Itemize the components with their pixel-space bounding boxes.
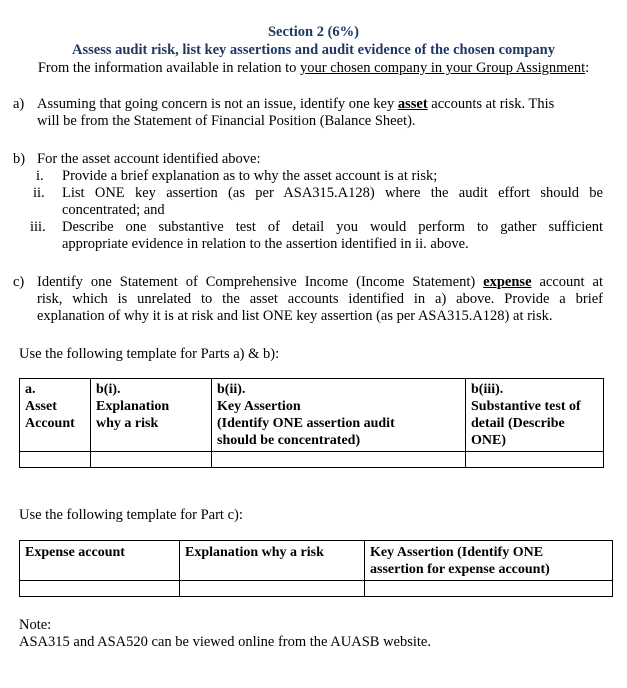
- part-b-item-num: iii.: [30, 219, 46, 235]
- template-c-table: [19, 540, 613, 597]
- table-cell[interactable]: [180, 581, 365, 597]
- table-cell[interactable]: [20, 452, 91, 468]
- section-subtitle: Assess audit risk, list key assertions and audit evidence of the chosen company: [72, 42, 555, 58]
- page-bottom-edge: [0, 678, 627, 688]
- part-c-label: c): [13, 274, 25, 290]
- table-header-cell: Expense account: [20, 541, 180, 581]
- part-b-intro: For the asset account identified above:: [37, 151, 261, 167]
- table-header-row: [20, 379, 604, 452]
- table-cell[interactable]: [466, 452, 604, 468]
- part-b-label: b): [13, 151, 26, 167]
- part-b-item-num: ii.: [33, 185, 45, 201]
- note-label: Note:: [19, 617, 52, 633]
- template-ab-label: Use the following template for Parts a) & b):: [19, 346, 280, 362]
- part-b-item-text: List ONE key assertion (as per ASA315.A128) where the audit effort should be concentrated; and: [62, 185, 603, 218]
- table-cell[interactable]: [20, 581, 180, 597]
- note-text: ASA315 and ASA520 can be viewed online from the AUASB website.: [19, 634, 431, 650]
- table-header-cell: b(iii). Substantive test of detail (Describe ONE): [466, 379, 604, 452]
- part-a-label: a): [13, 96, 25, 112]
- template-c-label: Use the following template for Part c):: [19, 507, 243, 523]
- table-row[interactable]: [20, 452, 604, 468]
- table-header-cell: Key Assertion (Identify ONE assertion for expense account): [365, 541, 613, 581]
- table-header-cell: Explanation why a risk: [180, 541, 365, 581]
- intro-text: From the information available in relation to your chosen company in your Group Assignment:: [37, 60, 590, 76]
- part-b-item-num: i.: [36, 168, 44, 184]
- table-header-cell: a. Asset Account: [20, 379, 91, 452]
- part-a-text: Assuming that going concern is not an issue, identify one key asset accounts at risk. This will be from the Statement of Financial Position (Balance Sheet).: [37, 96, 555, 129]
- table-header-cell: b(ii). Key Assertion (Identify ONE assertion audit should be concentrated): [212, 379, 466, 452]
- table-header-cell: b(i). Explanation why a risk: [91, 379, 212, 452]
- part-b-item-text: Provide a brief explanation as to why the asset account is at risk;: [62, 168, 438, 184]
- table-cell[interactable]: [91, 452, 212, 468]
- table-cell[interactable]: [212, 452, 466, 468]
- table-cell[interactable]: [365, 581, 613, 597]
- table-row[interactable]: [20, 581, 613, 597]
- template-ab-table: [19, 378, 604, 468]
- part-c-text: Identify one Statement of Comprehensive Income (Income Statement) expense account at risk, which is unrelated to the asset accounts identified in a) above. Provide a brief explanation of why it is at risk and list ONE key assertion (as per ASA315.A128) at risk.: [37, 274, 603, 324]
- section-title: Section 2 (6%): [267, 24, 359, 40]
- table-header-row: [20, 541, 613, 581]
- part-b-item-text: Describe one substantive test of detail you would perform to gather sufficient appropriate evidence in relation to the assertion identified in ii. above.: [62, 219, 603, 252]
